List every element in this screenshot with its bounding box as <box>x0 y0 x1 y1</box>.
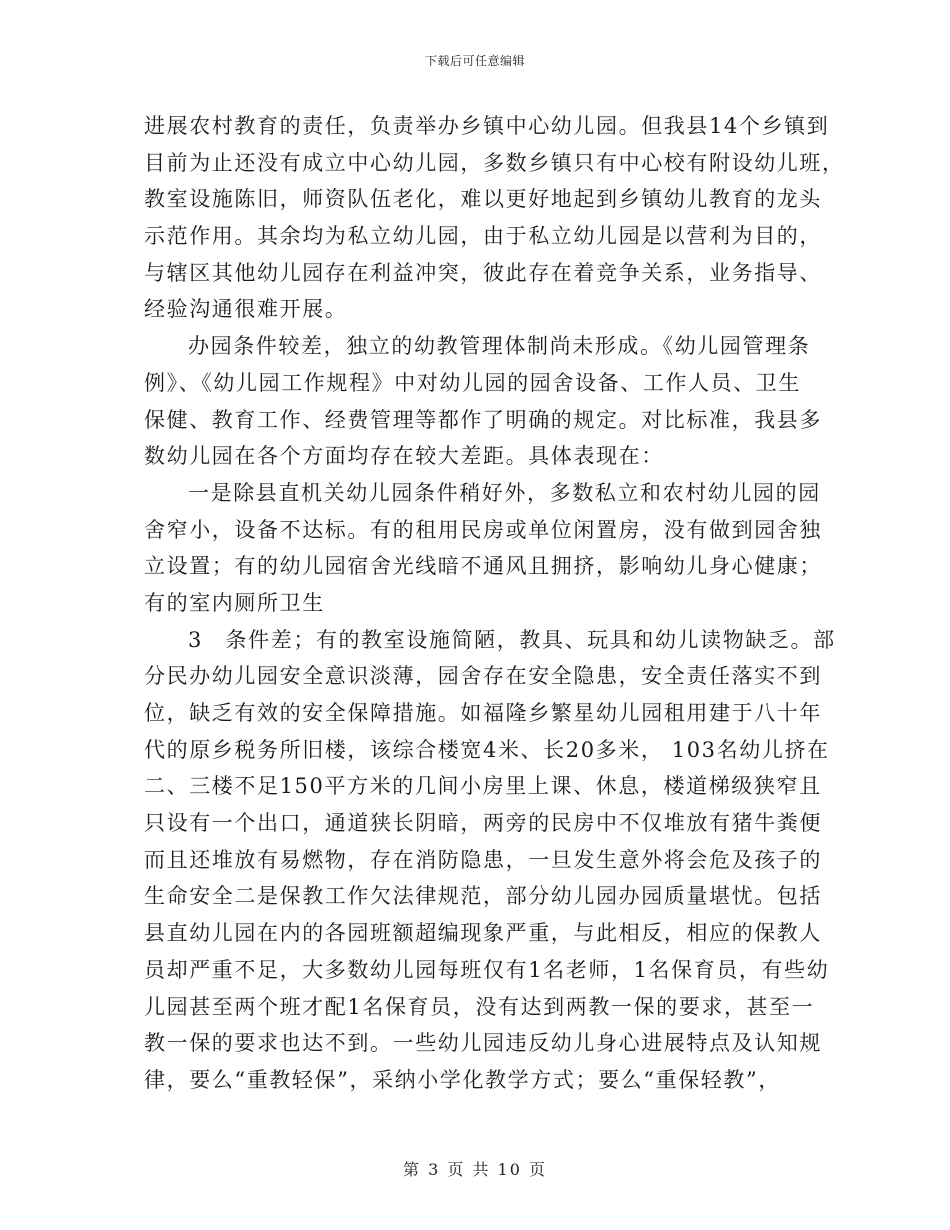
body-line: 员却严重不足，大多数幼儿园每班仅有1名老师，1名保育员，有些幼 <box>144 957 830 982</box>
body-line: 生命安全二是保教工作欠法律规范，部分幼儿园办园质量堪忧。包括 <box>144 884 822 909</box>
body-line: 律，要么“重教轻保”，采纳小学化教学方式；要么“重保轻教”， <box>144 1067 781 1092</box>
body-line: 儿园甚至两个班才配1名保育员，没有达到两教一保的要求，甚至一 <box>144 994 815 1019</box>
body-line: 数幼儿园在各个方面均存在较大差距。具体表现在： <box>144 444 664 469</box>
body-line: 例》、《幼儿园工作规程》中对幼儿园的园舍设备、工作人员、卫生 <box>144 370 801 395</box>
body-line: 教一保的要求也达不到。一些幼儿园违反幼儿身心进展特点及认知规 <box>144 1031 822 1056</box>
body-line: 县直幼儿园在内的各园班额超编现象严重，与此相反，相应的保教人 <box>144 921 822 946</box>
body-line: 示范作用。其余均为私立幼儿园，由于私立幼儿园是以营利为目的， <box>144 224 822 249</box>
body-line: 3 条件差；有的教室设施简陋，教具、玩具和幼儿读物缺乏。部 <box>188 627 836 652</box>
body-line: 目前为止还没有成立中心幼儿园，多数乡镇只有中心校有附设幼儿班， <box>144 150 845 175</box>
body-line: 经验沟通很难开展。 <box>144 297 348 322</box>
body-line: 舍窄小，设备不达标。有的租用民房或单位闲置房，没有做到园舍独 <box>144 517 822 542</box>
body-line: 办园条件较差，独立的幼教管理体制尚未形成。《幼儿园管理条 <box>188 334 811 359</box>
header-note: 下载后可任意编辑 <box>424 54 525 68</box>
document-body <box>144 108 845 1099</box>
body-line: 保健、教育工作、经费管理等都作了明确的规定。对比标准，我县多 <box>144 407 822 432</box>
body-line: 教室设施陈旧，师资队伍老化，难以更好地起到乡镇幼儿教育的龙头 <box>144 187 822 212</box>
body-line: 分民办幼儿园安全意识淡薄，园舍存在安全隐患，安全责任落实不到 <box>144 664 822 689</box>
body-line: 有的室内厕所卫生 <box>144 590 325 615</box>
body-line: 而且还堆放有易燃物，存在消防隐患，一旦发生意外将会危及孩子的 <box>144 847 822 872</box>
body-line: 只设有一个出口，通道狭长阴暗，两旁的民房中不仅堆放有猪牛粪便 <box>144 811 822 836</box>
page-number: 第 3 页 共 10 页 <box>403 1160 547 1179</box>
body-line: 二、三楼不足150平方米的几间小房里上课、休息，楼道梯级狭窄且 <box>144 774 822 799</box>
body-line: 进展农村教育的责任，负责举办乡镇中心幼儿园。但我县14个乡镇到 <box>144 114 830 138</box>
body-line: 立设置；有的幼儿园宿舍光线暗不通风且拥挤，影响幼儿身心健康； <box>144 554 822 579</box>
body-line: 与辖区其他幼儿园存在利益冲突，彼此存在着竞争关系，业务指导、 <box>144 260 822 285</box>
body-line: 代的原乡税务所旧楼，该综合楼宽4米、长20多米， 103名幼儿挤在 <box>144 737 830 762</box>
body-line: 位，缺乏有效的安全保障措施。如福隆乡繁星幼儿园租用建于八十年 <box>144 701 822 725</box>
body-line: 一是除县直机关幼儿园条件稍好外，多数私立和农村幼儿园的园 <box>188 480 821 505</box>
